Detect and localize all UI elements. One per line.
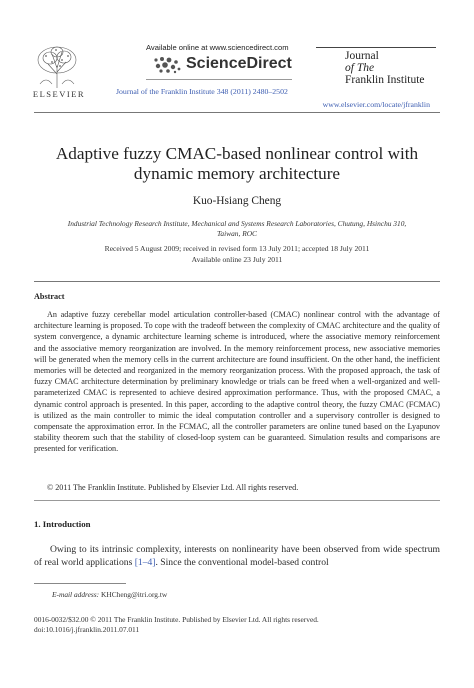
abstract-divider: [34, 281, 440, 282]
journal-reference-link[interactable]: Journal of the Franklin Institute 348 (2011) 2480–2502: [116, 87, 288, 96]
sciencedirect-rule: [146, 79, 292, 80]
abstract-heading: Abstract: [34, 292, 65, 301]
journal-title-line3: Franklin Institute: [345, 74, 425, 86]
email-address[interactable]: KHCheng@itri.org.tw: [101, 590, 168, 599]
article-author: Kuo-Hsiang Cheng: [192, 195, 282, 207]
issn-line: 0016-0032/$32.00 © 2011 The Franklin Institute. Published by Elsevier Ltd. All rights reserved.: [34, 615, 319, 624]
sciencedirect-dots-icon: [152, 56, 182, 74]
citation-link[interactable]: [1–4]: [134, 557, 156, 569]
abstract-end-rule: [34, 500, 440, 501]
introduction-paragraph: [34, 543, 440, 569]
article-dates: [34, 244, 440, 265]
affiliation-line1: Industrial Technology Research Institute, Mechanical and Systems Research Laboratories, Chutung, Hsinchu 310,: [67, 219, 407, 228]
abstract-body: An adaptive fuzzy cerebellar model articulation controller-based (CMAC) nonlinear control with the advantage of architecture learning is proposed. To cope with the tradeoff between the complexity of CMAC architecture and the quality of system convergence, a dynamic architecture learning scheme is introduced, where the associative memory reinforcement and the associative memory reorganization are involved. In the memory reinforcement process, new associative memories will be generated when the memory cells in the current architecture are found insufficient. On the other hand, the inefficient memories will be detected and reorganized in the memory reorganization process. With the proposed approach, the task of fuzzy CMAC architecture determination by preliminary knowledge or trials can be freed when a well-organized and well-parameterized CMAC is represented to achieve desired approximation performance. Thus, with the proposed CMAC, a dynamic control approach is presented. In this paper, according to the adaptive control theory, the fuzzy CMAC (FCMAC) is utilized as the main controller to mimic the ideal computation controller and a supervisory controller is designed to compensate the approximation error. In the FCMAC, all the controller parameters are online tuned based on the Lyapunov stability theorem such that the stability of closed-loop system can be guaranteed. Simulation results and comparisons are presented for verification.: [34, 310, 440, 454]
article-title-line2: dynamic memory architecture: [133, 164, 341, 183]
doi-line[interactable]: doi:10.1016/j.jfranklin.2011.07.011: [34, 624, 140, 634]
sciencedirect-wordmark: ScienceDirect: [186, 55, 292, 72]
author-affiliation: [34, 219, 440, 239]
introduction-heading: 1. Introduction: [34, 519, 91, 529]
intro-text-start: Owing to its intrinsic complexity, interests on nonlinearity have been observed from wide spectrum of real world applications: [34, 544, 440, 569]
footer-info: [34, 615, 444, 634]
journal-title-mark: [345, 50, 425, 86]
journal-title-line2: of The: [345, 62, 375, 74]
author-email: [52, 590, 167, 599]
abstract-copyright: © 2011 The Franklin Institute. Published by Elsevier Ltd. All rights reserved.: [47, 483, 299, 492]
email-label: E-mail address:: [52, 590, 100, 599]
available-date: Available online 23 July 2011: [191, 254, 283, 264]
received-dates: Received 5 August 2009; received in revised form 13 July 2011; accepted 18 July 2011: [104, 244, 370, 253]
available-online-text: Available online at www.sciencedirect.com: [146, 43, 289, 52]
journal-url-link[interactable]: www.elsevier.com/locate/jfranklin: [322, 100, 430, 109]
affiliation-line2: Taiwan, ROC: [217, 229, 257, 238]
publisher-name: ELSEVIER: [32, 89, 86, 99]
intro-text-end: . Since the conventional model-based control: [155, 557, 329, 569]
article-title: [34, 144, 440, 184]
journal-title-line1: Journal: [345, 50, 379, 62]
footnote-rule: [34, 583, 126, 584]
article-title-line1: Adaptive fuzzy CMAC-based nonlinear control with: [55, 144, 419, 163]
elsevier-tree-logo-icon: [34, 44, 80, 88]
header-divider: [34, 112, 440, 113]
journal-title-rule: [316, 47, 436, 48]
